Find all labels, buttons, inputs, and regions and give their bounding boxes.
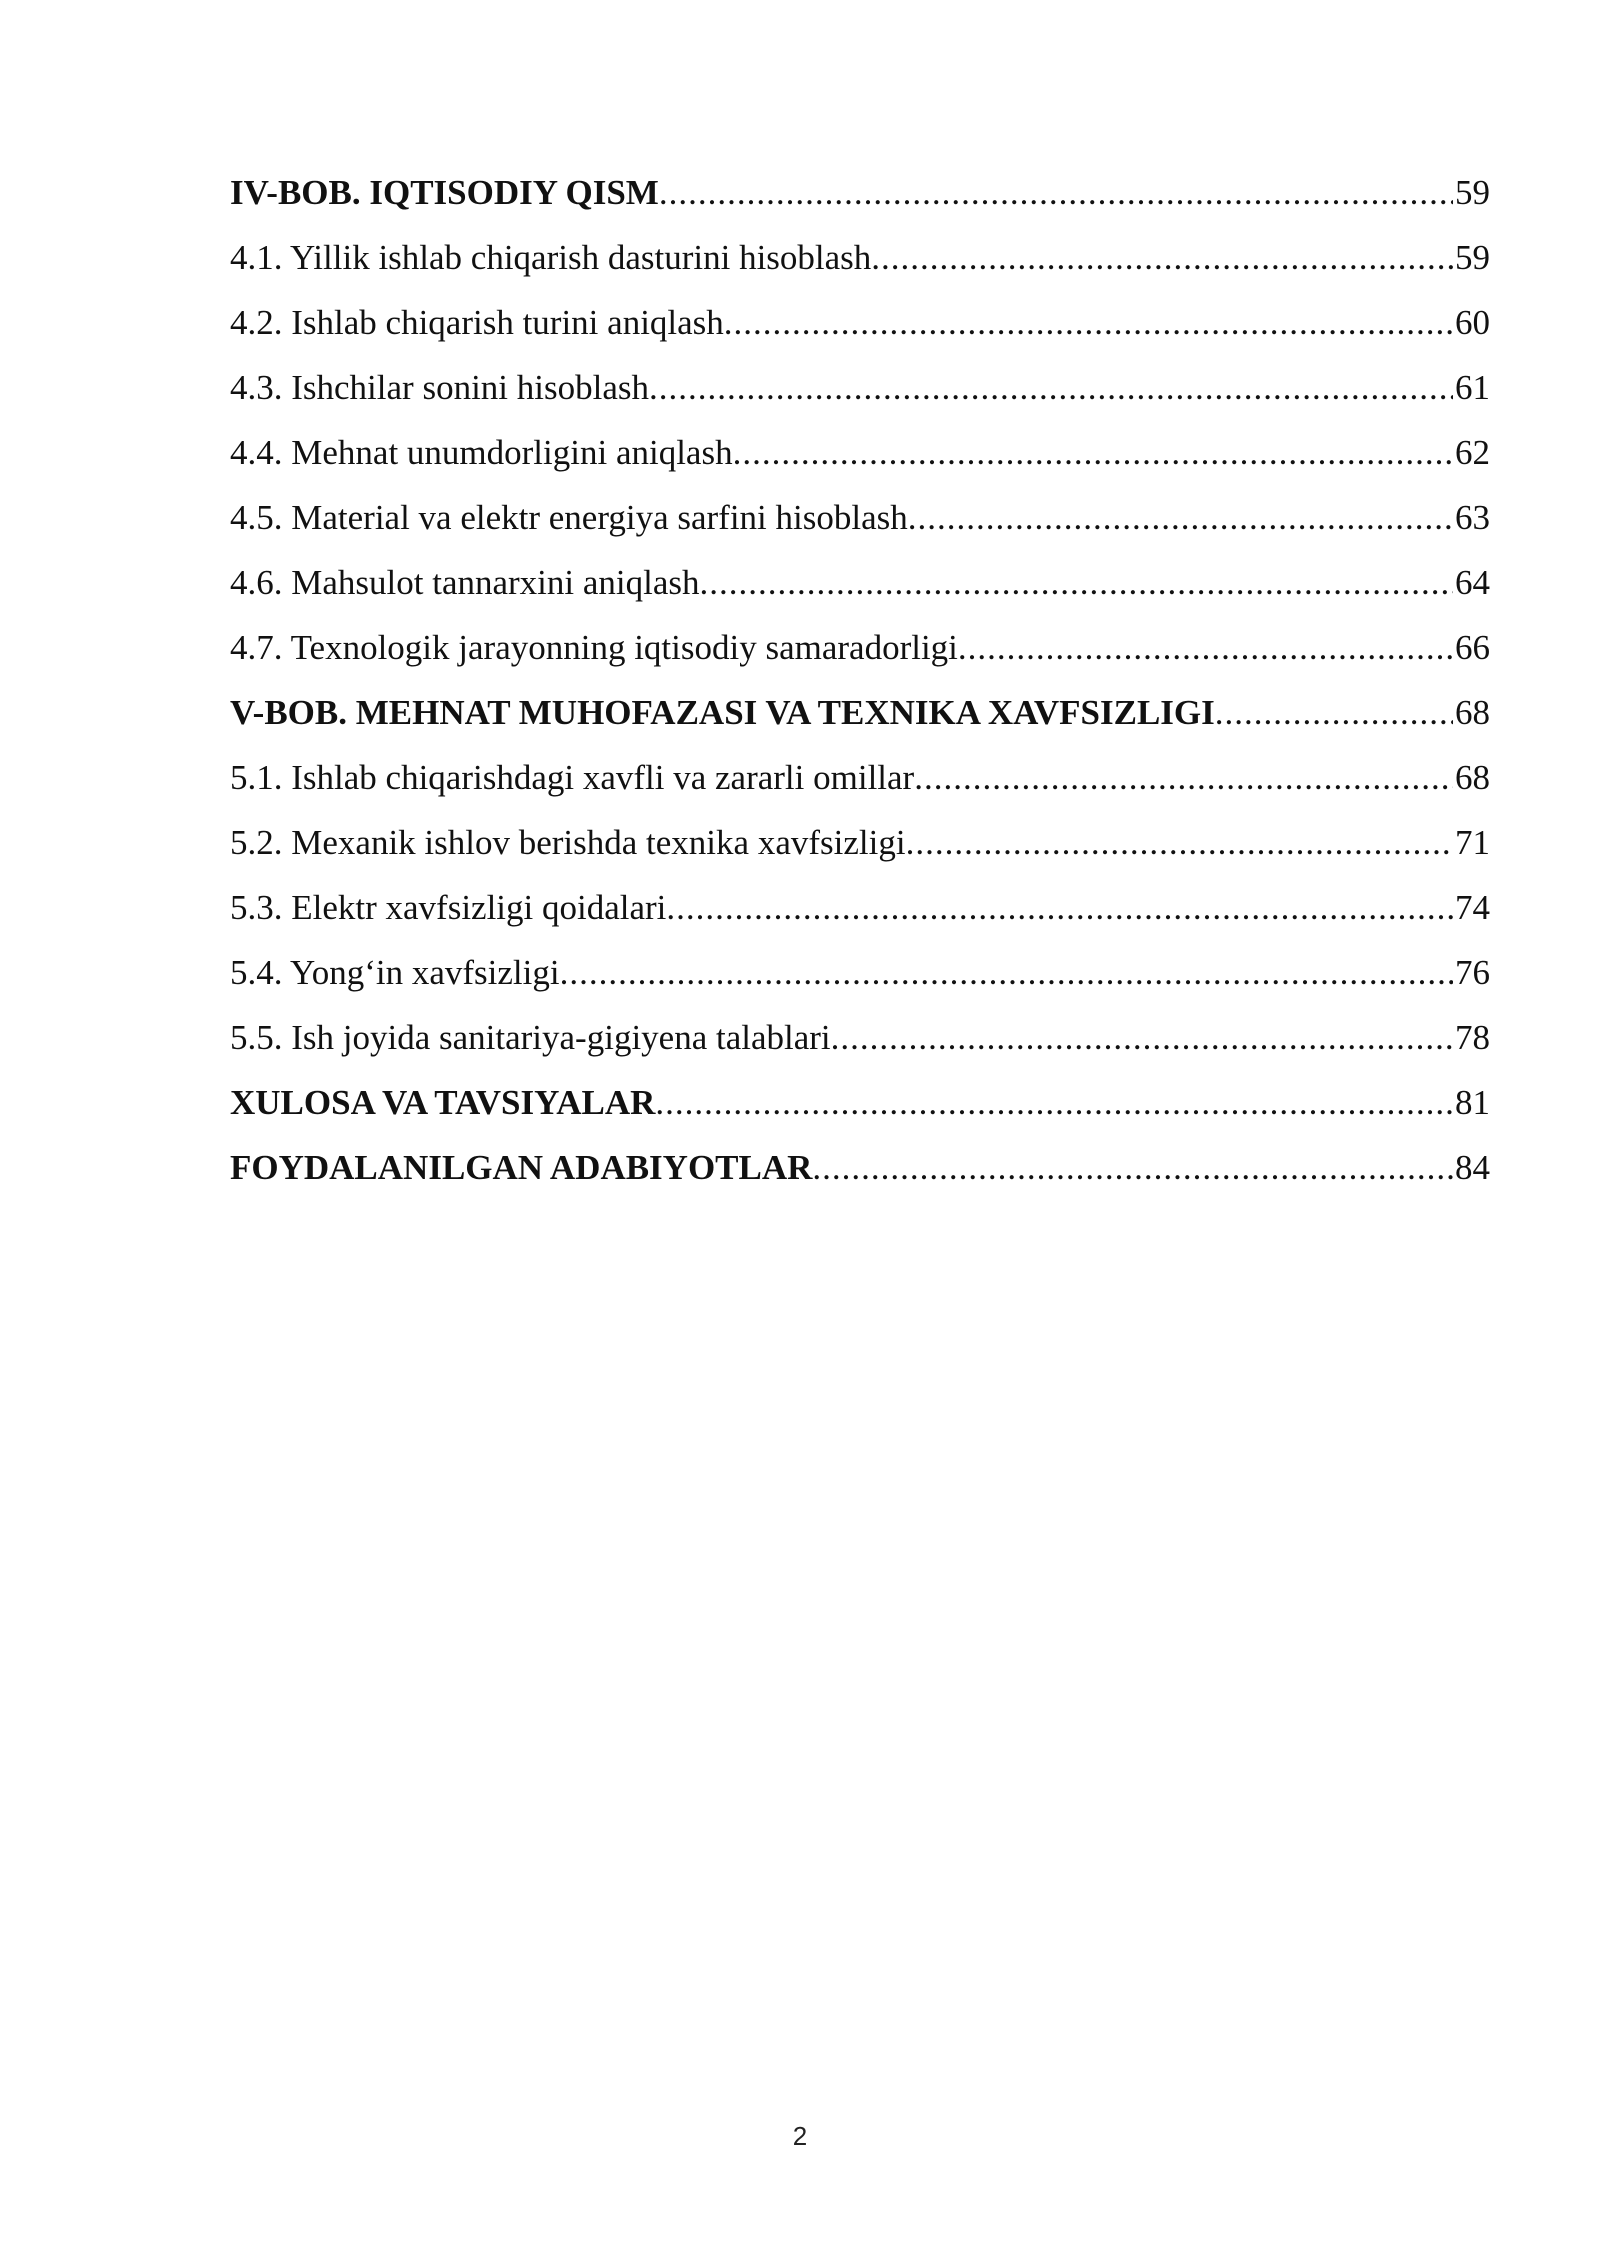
toc-chapter-entry bbox=[230, 680, 1490, 745]
toc-dot-leader bbox=[812, 1135, 1453, 1200]
toc-entry-page-number: 61 bbox=[1455, 368, 1490, 407]
toc-entry-title: 4.1. Yillik ishlab chiqarish dasturini hisoblash bbox=[230, 238, 872, 277]
toc-entry-page-number: 68 bbox=[1455, 693, 1490, 732]
toc-entry-title: 4.6. Mahsulot tannarxini aniqlash bbox=[230, 563, 700, 602]
toc-entry-title: IV-BOB. IQTISODIY QISM bbox=[230, 173, 659, 212]
toc-section-entry bbox=[230, 810, 1490, 875]
toc-entry-title: 5.5. Ish joyida sanitariya-gigiyena talablari bbox=[230, 1018, 831, 1057]
toc-dot-leader bbox=[958, 615, 1453, 680]
toc-entry-page-number: 71 bbox=[1455, 823, 1490, 862]
toc-section-entry bbox=[230, 875, 1490, 940]
toc-entry-title: 4.7. Texnologik jarayonning iqtisodiy samaradorligi bbox=[230, 628, 958, 667]
toc-entry-page-number: 81 bbox=[1455, 1083, 1490, 1122]
toc-entry-title: 5.4. Yong‘in xavfsizligi bbox=[230, 953, 560, 992]
toc-entry-title: 5.3. Elektr xavfsizligi qoidalari bbox=[230, 888, 667, 927]
toc-entry-page-number: 66 bbox=[1455, 628, 1490, 667]
toc-entry-title: V-BOB. MEHNAT MUHOFAZASI VA TEXNIKA XAVFSIZLIGI bbox=[230, 693, 1215, 732]
toc-section-entry bbox=[230, 485, 1490, 550]
toc-dot-leader bbox=[724, 290, 1453, 355]
toc-entry-page-number: 76 bbox=[1455, 953, 1490, 992]
toc-chapter-entry bbox=[230, 1070, 1490, 1135]
toc-section-entry bbox=[230, 225, 1490, 290]
toc-entry-title: 4.4. Mehnat unumdorligini aniqlash bbox=[230, 433, 733, 472]
toc-entry-page-number: 74 bbox=[1455, 888, 1490, 927]
toc-section-entry bbox=[230, 1005, 1490, 1070]
toc-dot-leader bbox=[666, 875, 1453, 940]
toc-dot-leader bbox=[1215, 680, 1453, 745]
toc-section-entry bbox=[230, 745, 1490, 810]
toc-entry-title: 4.5. Material va elektr energiya sarfini hisoblash bbox=[230, 498, 908, 537]
toc-dot-leader bbox=[655, 1070, 1453, 1135]
toc-chapter-entry bbox=[230, 160, 1490, 225]
toc-entry-page-number: 63 bbox=[1455, 498, 1490, 537]
toc-dot-leader bbox=[831, 1005, 1453, 1070]
toc-entry-page-number: 68 bbox=[1455, 758, 1490, 797]
toc-section-entry bbox=[230, 290, 1490, 355]
table-of-contents bbox=[230, 160, 1490, 1200]
toc-section-entry bbox=[230, 550, 1490, 615]
toc-entry-title: 4.3. Ishchilar sonini hisoblash bbox=[230, 368, 649, 407]
toc-dot-leader bbox=[871, 225, 1453, 290]
toc-entry-page-number: 59 bbox=[1455, 238, 1490, 277]
toc-dot-leader bbox=[908, 485, 1453, 550]
toc-section-entry bbox=[230, 615, 1490, 680]
toc-entry-title: 5.2. Mexanik ishlov berishda texnika xavfsizligi bbox=[230, 823, 906, 862]
toc-entry-title: FOYDALANILGAN ADABIYOTLAR bbox=[230, 1148, 813, 1187]
toc-entry-page-number: 78 bbox=[1455, 1018, 1490, 1057]
toc-section-entry bbox=[230, 940, 1490, 1005]
toc-entry-page-number: 59 bbox=[1455, 173, 1490, 212]
toc-entry-title: XULOSA VA TAVSIYALAR bbox=[230, 1083, 656, 1122]
toc-dot-leader bbox=[733, 420, 1453, 485]
toc-entry-page-number: 62 bbox=[1455, 433, 1490, 472]
toc-dot-leader bbox=[649, 355, 1453, 420]
toc-dot-leader bbox=[560, 940, 1453, 1005]
toc-section-entry bbox=[230, 420, 1490, 485]
toc-entry-title: 5.1. Ishlab chiqarishdagi xavfli va zararli omillar bbox=[230, 758, 915, 797]
toc-dot-leader bbox=[700, 550, 1453, 615]
toc-dot-leader bbox=[914, 745, 1453, 810]
toc-entry-page-number: 60 bbox=[1455, 303, 1490, 342]
toc-dot-leader bbox=[906, 810, 1453, 875]
toc-entry-title: 4.2. Ishlab chiqarish turini aniqlash bbox=[230, 303, 724, 342]
toc-entry-page-number: 64 bbox=[1455, 563, 1490, 602]
page-number: 2 bbox=[792, 2121, 808, 2151]
toc-dot-leader bbox=[659, 160, 1453, 225]
toc-entry-page-number: 84 bbox=[1455, 1148, 1490, 1187]
toc-chapter-entry bbox=[230, 1135, 1490, 1200]
toc-section-entry bbox=[230, 355, 1490, 420]
